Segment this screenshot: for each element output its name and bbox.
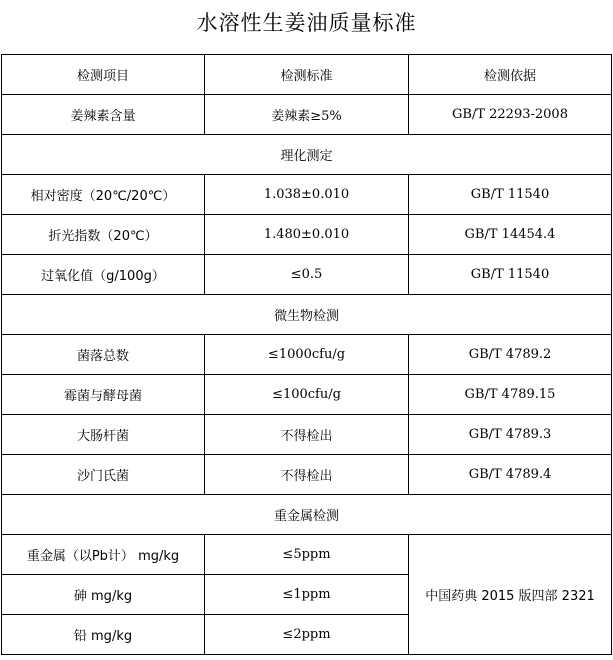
table-row [2, 455, 612, 495]
table-header-row [2, 55, 612, 95]
item-cell: 大肠杆菌 [2, 415, 205, 455]
standard-cell: ≤0.5 [205, 255, 409, 295]
table-row [2, 215, 612, 255]
table-row [2, 255, 612, 295]
standard-cell: 1.038±0.010 [205, 175, 409, 215]
section-label: 重金属检测 [2, 495, 612, 535]
basis-cell: GB/T 11540 [409, 255, 612, 295]
header-basis: 检测依据 [409, 55, 612, 95]
standard-cell: ≤1000cfu/g [205, 335, 409, 375]
section-row [2, 135, 612, 175]
basis-cell: GB/T 4789.2 [409, 335, 612, 375]
header-standard: 检测标准 [205, 55, 409, 95]
document-title: 水溶性生姜油质量标准 [196, 11, 417, 35]
item-cell: 重金属（以Pb计） mg/kg [2, 535, 205, 575]
basis-cell: GB/T 22293-2008 [409, 95, 612, 135]
item-cell: 折光指数（20℃） [2, 215, 205, 255]
item-cell: 霉菌与酵母菌 [2, 375, 205, 415]
table-body [2, 55, 612, 655]
standard-cell: 1.480±0.010 [205, 215, 409, 255]
standard-cell: ≤5ppm [205, 535, 409, 575]
section-label: 理化测定 [2, 135, 612, 175]
item-cell: 姜辣素含量 [2, 95, 205, 135]
basis-cell: GB/T 4789.4 [409, 455, 612, 495]
heavy-metal-basis-cell: 中国药典 2015 版四部 2321 [409, 535, 612, 655]
standard-cell: ≤2ppm [205, 615, 409, 655]
section-label: 微生物检测 [2, 295, 612, 335]
item-cell: 铅 mg/kg [2, 615, 205, 655]
heavy-metal-row [2, 535, 612, 575]
section-row [2, 295, 612, 335]
standard-cell: 不得检出 [205, 415, 409, 455]
basis-cell: GB/T 4789.15 [409, 375, 612, 415]
basis-cell: GB/T 4789.3 [409, 415, 612, 455]
standard-cell: ≤100cfu/g [205, 375, 409, 415]
standard-cell: 姜辣素≥5% [205, 95, 409, 135]
table-row [2, 415, 612, 455]
table-row [2, 375, 612, 415]
basis-cell: GB/T 14454.4 [409, 215, 612, 255]
table-row [2, 175, 612, 215]
table-row [2, 95, 612, 135]
item-cell: 过氧化值（g/100g） [2, 255, 205, 295]
standard-cell: 不得检出 [205, 455, 409, 495]
item-cell: 相对密度（20℃/20℃） [2, 175, 205, 215]
quality-standard-table [1, 54, 612, 655]
item-cell: 菌落总数 [2, 335, 205, 375]
standard-cell: ≤1ppm [205, 575, 409, 615]
table-row [2, 335, 612, 375]
header-item: 检测项目 [2, 55, 205, 95]
section-row [2, 495, 612, 535]
item-cell: 沙门氏菌 [2, 455, 205, 495]
item-cell: 砷 mg/kg [2, 575, 205, 615]
basis-cell: GB/T 11540 [409, 175, 612, 215]
